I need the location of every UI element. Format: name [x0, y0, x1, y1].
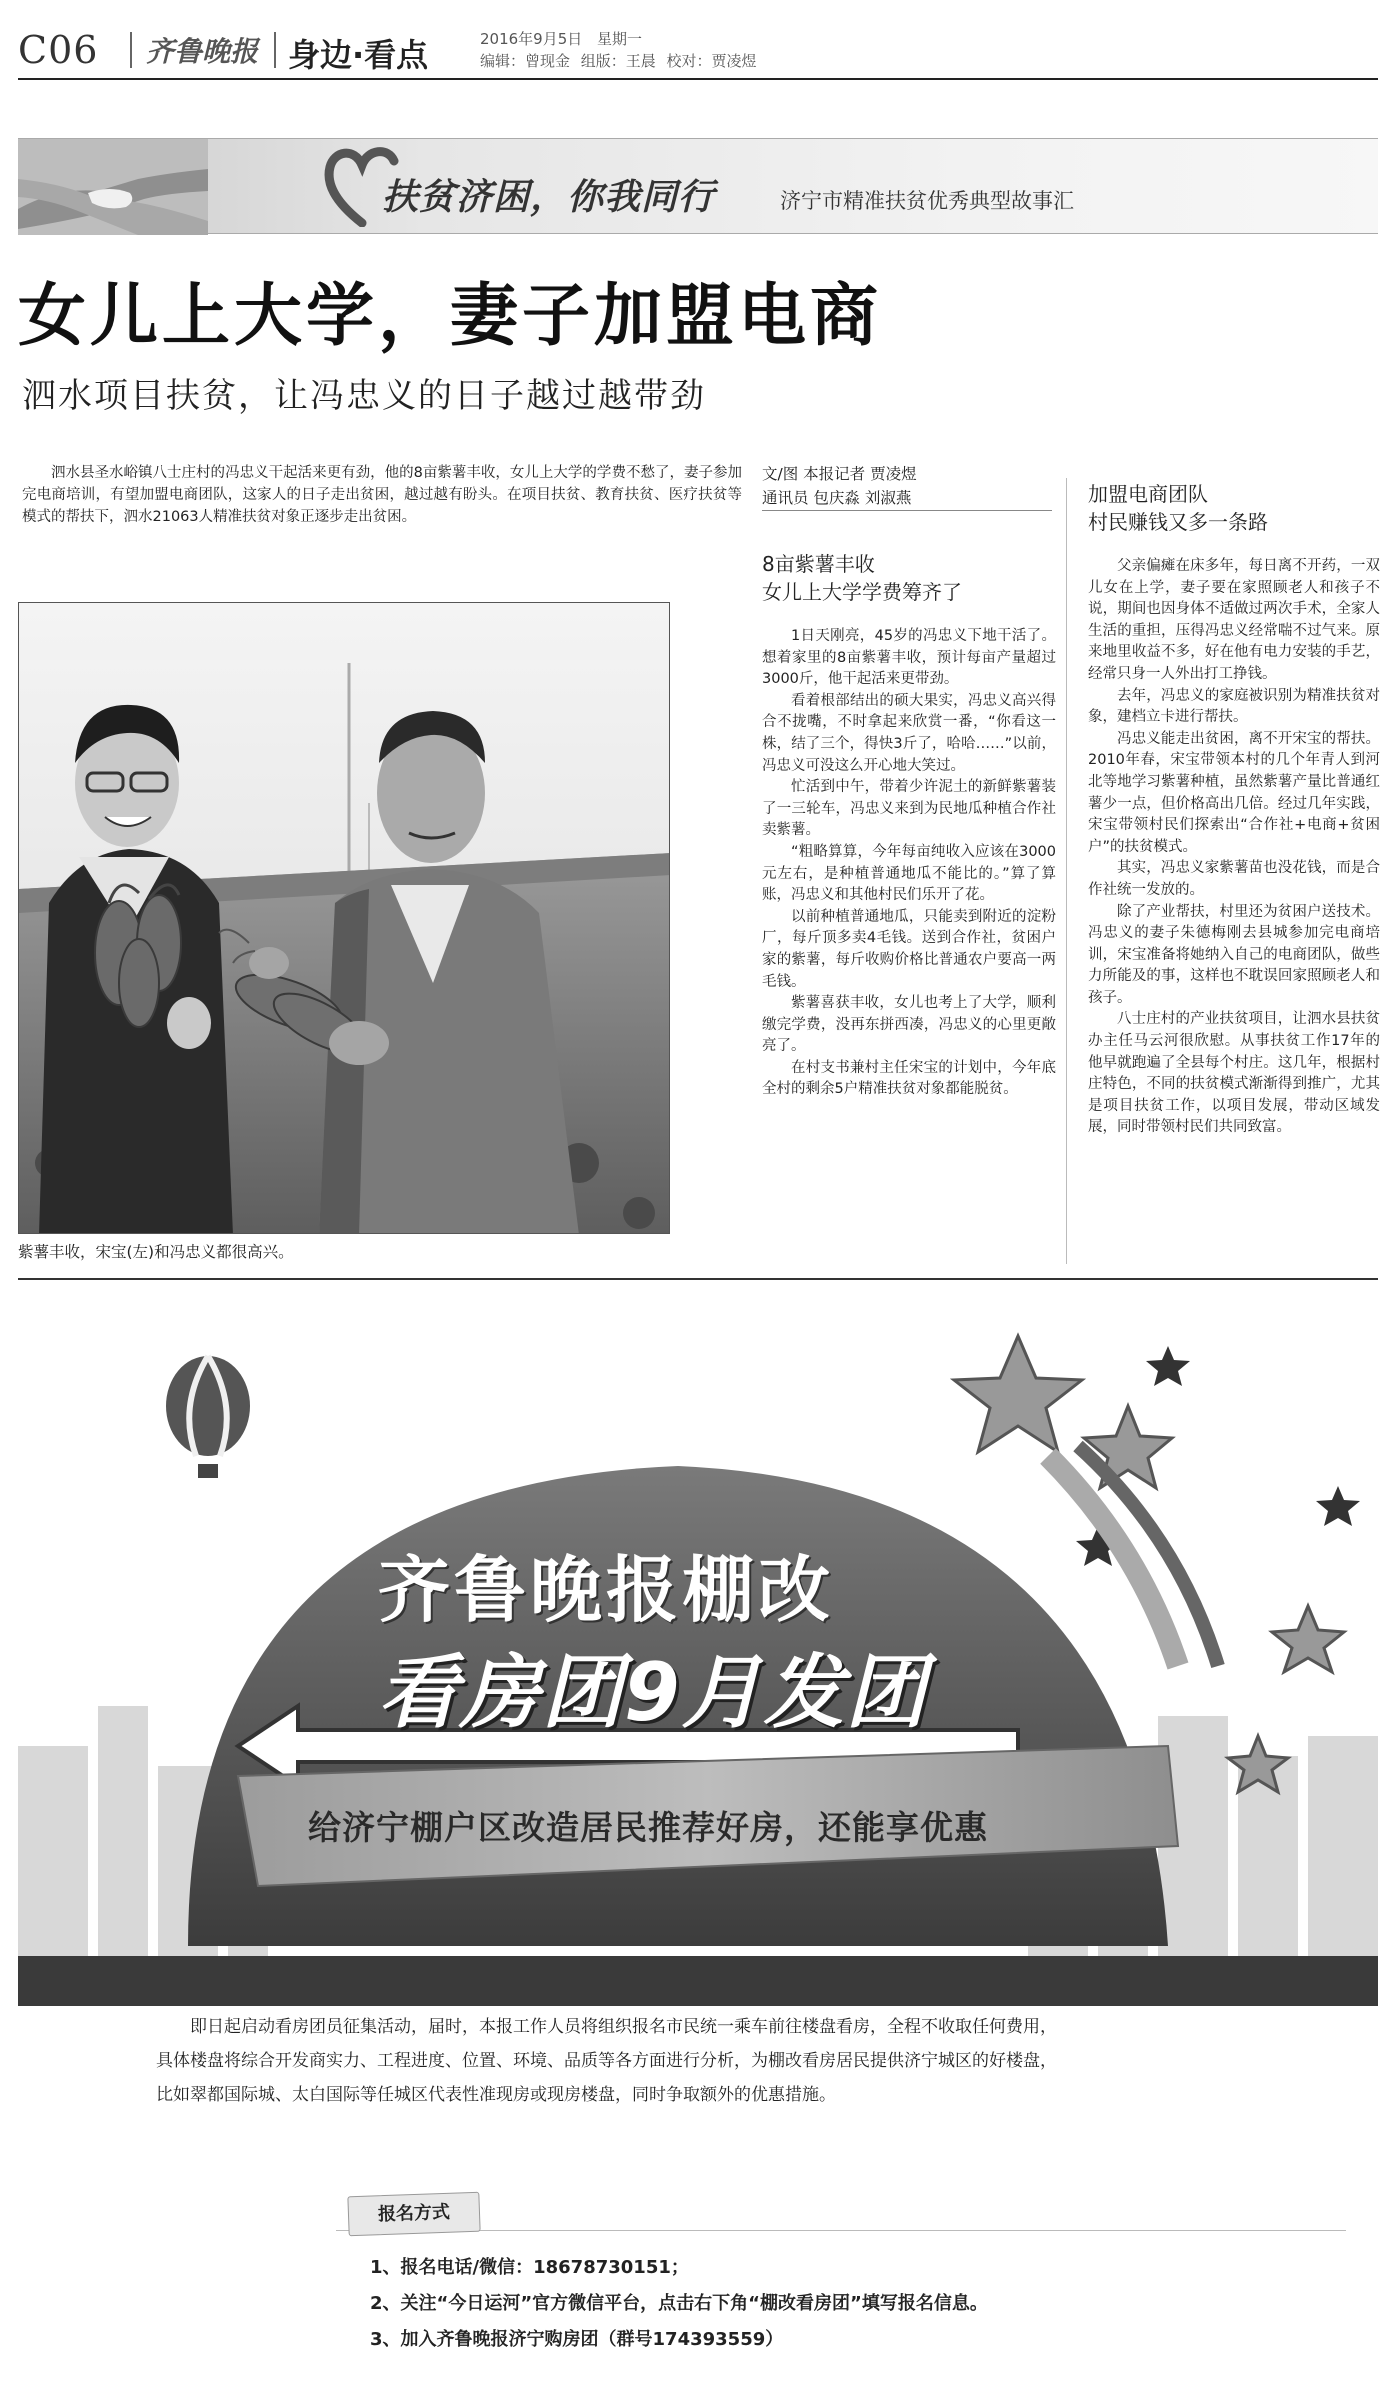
section-heading-line: 加盟电商团队: [1088, 482, 1208, 506]
article-photo: [18, 602, 670, 1234]
ad-body: [156, 2010, 1296, 2112]
column-subtitle: 济宁市精准扶贫优秀典型故事汇: [780, 189, 1074, 213]
byline-rule: [762, 510, 1052, 511]
signup-list: [370, 2250, 988, 2358]
column-banner: [18, 138, 1378, 234]
ad-banner-text: 给济宁棚户区改造居民推荐好房，还能享优惠: [308, 1808, 988, 1847]
ad-title-secondary: 看房团9月发团: [378, 1646, 928, 1739]
paragraph: “粗略算算，今年每亩纯收入应该在3000元左右，是种植普通地瓜不能比的。”算了算账，冯忠义和其他村民们乐开了花。: [762, 843, 1056, 904]
paragraph: 除了产业帮扶，村里还为贫困户送技术。冯忠义的妻子朱德梅刚去县城参加完电商培训，宋宝准备将她纳入自己的电商团队，做些力所能及的事，这样也不耽误回家照顾老人和孩子。: [1088, 903, 1380, 1006]
paragraph: 在村支书兼村主任宋宝的计划中，今年底全村的剩余5户精准扶贫对象都能脱贫。: [762, 1059, 1056, 1098]
paragraph: 其实，冯忠义家紫薯苗也没花钱，而是合作社统一发放的。: [1088, 860, 1380, 898]
paper-name: 齐鲁晚报: [146, 35, 259, 68]
section-name: 身边·看点: [288, 36, 429, 74]
signup-item: 2、关注“今日运河”官方微信平台，点击右下角“棚改看房团”填写报名信息。: [370, 2293, 988, 2314]
paragraph: 以前种植普通地瓜，只能卖到附近的淀粉厂，每斤顶多卖4毛钱。送到合作社，贫困户家的紫薯，每斤收购价格比普通农户要高一两毛钱。: [762, 908, 1056, 990]
subheadline: 泗水项目扶贫，让冯忠义的日子越过越带劲: [22, 376, 706, 416]
ad-body-line: 即日起启动看房团员征集活动，届时，本报工作人员将组织报名市民统一乘车前往楼盘看房，全程不收取任何费用，: [190, 2017, 1057, 2037]
lead-paragraph: 泗水县圣水峪镇八士庄村的冯忠义干起活来更有劲，他的8亩紫薯丰收，女儿上大学的学费不愁了，妻子参加完电商培训，有望加盟电商团队，这家人的日子走出贫困，越过越有盼头。在项目扶贫、教育扶贫、医疗扶贫等模式的帮扶下，泗水21063人精准扶贫对象正逐步走出贫困。: [22, 465, 742, 525]
headline: 女儿上大学，妻子加盟电商: [18, 277, 883, 356]
editors-line: 编辑：曾现金 组版：王晨 校对：贾凌煜: [480, 52, 757, 70]
article-column-2: [762, 626, 1056, 1101]
section-heading-line: 8亩紫薯丰收: [762, 552, 875, 576]
ad-body-line: 具体楼盘将综合开发商实力、工程进度、位置、环境、品质等各方面进行分析，为棚改看房居民提供济宁城区的好楼盘，: [156, 2051, 1057, 2071]
signup-item: 1、报名电话/微信：18678730151；: [370, 2257, 689, 2278]
byline-correspondents: 通讯员 包庆淼 刘淑燕: [762, 489, 912, 507]
paragraph: 1日天刚亮，45岁的冯忠义下地干活了。想着家里的8亩紫薯丰收，预计每亩产量超过3000斤，他干起活来更带劲。: [762, 628, 1056, 688]
masthead: [18, 24, 1378, 74]
section-heading-line: 女儿上大学学费筹齐了: [762, 580, 962, 604]
paragraph: 冯忠义能走出贫困，离不开宋宝的帮扶。2010年春，宋宝带领本村的几个年青人到河北等地学习紫薯种植，虽然紫薯产量比普通红薯少一点，但价格高出几倍。经过几年实践，宋宝带领村民们探索出“合作社+电商+贫困户”的扶贫模式。: [1088, 730, 1380, 855]
advertisement: [18, 1306, 1378, 2386]
article-column-3: [1088, 556, 1380, 1139]
column-divider: [1066, 478, 1067, 1264]
paragraph: 父亲偏瘫在床多年，每日离不开药，一双儿女在上学，妻子要在家照顾老人和孩子不说，期间也因身体不适做过两次手术，全家人生活的重担，压得冯忠义经常喘不过气来。原来地里收益不多，好在他有电力安装的手艺，经常只身一人外出打工挣钱。: [1088, 558, 1380, 682]
section-separator: [18, 1278, 1378, 1280]
paragraph: 八士庄村的产业扶贫项目，让泗水县扶贫办主任马云河很欣慰。从事扶贫工作17年的他早就跑遍了全县每个村庄。这几年，根据村庄特色，不同的扶贫模式渐渐得到推广，尤其是项目扶贫工作，以项目发展，带动区域发展，同时带领村民们共同致富。: [1088, 1011, 1380, 1136]
date-line: 2016年9月5日 星期一: [480, 30, 643, 48]
photo-caption: 紫薯丰收，宋宝(左)和冯忠义都很高兴。: [18, 1243, 294, 1261]
masthead-divider: [130, 32, 132, 68]
masthead-rule: [18, 78, 1378, 80]
paragraph: 看着根部结出的硕大果实，冯忠义高兴得合不拢嘴，不时拿起来欣赏一番，“你看这一株，结了三个，得快3斤了，哈哈……”以前，冯忠义可没这么开心地大笑过。: [762, 692, 1056, 774]
signup-item: 3、加入齐鲁晚报济宁购房团（群号174393559）: [370, 2329, 784, 2350]
byline-author: 文/图 本报记者 贾凌煜: [762, 465, 917, 483]
byline: [762, 462, 1052, 510]
section-heading-2: [1088, 480, 1378, 536]
handshake-icon: [18, 139, 208, 235]
section-heading-1: [762, 550, 1052, 606]
signup-label: 报名方式: [347, 2192, 480, 2237]
ad-body-line: 比如翠都国际城、太白国际等任城区代表性准现房或现房楼盘，同时争取额外的优惠措施。: [156, 2085, 836, 2105]
ad-title: 齐鲁晚报棚改: [378, 1548, 835, 1632]
paragraph: 忙活到中午，带着少许泥土的新鲜紫薯装了一三轮车，冯忠义来到为民地瓜种植合作社卖紫薯。: [762, 779, 1056, 839]
balloon-icon: [166, 1356, 250, 1478]
column-title: 扶贫济困，你我同行: [382, 177, 716, 218]
masthead-divider: [274, 32, 276, 68]
page-number: C06: [18, 28, 99, 72]
photo-image: [19, 603, 670, 1234]
section-heading-line: 村民赚钱又多一条路: [1088, 510, 1268, 534]
paragraph: 去年，冯忠义的家庭被识别为精准扶贫对象，建档立卡进行帮扶。: [1088, 687, 1380, 726]
paragraph: 紫薯喜获丰收，女儿也考上了大学，顺利缴完学费，没再东拼西凑，冯忠义的心里更敞亮了。: [762, 995, 1056, 1055]
